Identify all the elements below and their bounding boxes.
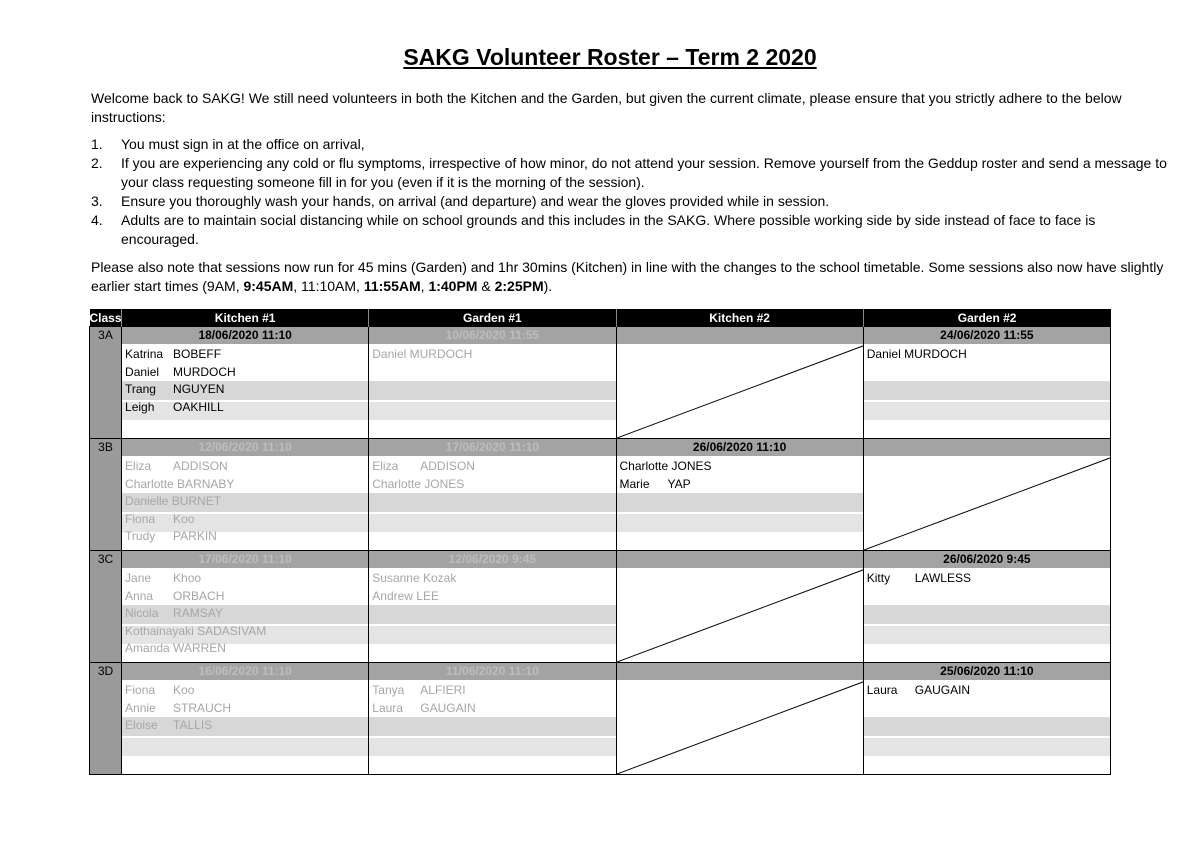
volunteer-last-name: ADDISON <box>420 459 475 473</box>
volunteer-first-name: Danielle BURNET <box>125 494 222 508</box>
volunteer-list <box>864 344 1110 364</box>
volunteer-list <box>617 456 863 493</box>
volunteer-list <box>122 344 368 416</box>
volunteer-name <box>620 476 860 494</box>
session-date: 25/06/2020 11:10 <box>864 663 1110 680</box>
instruction-text: You must sign in at the office on arrival, <box>121 136 365 152</box>
not-scheduled-cross <box>617 327 863 438</box>
session-cell <box>863 327 1110 439</box>
session-cell <box>122 327 369 439</box>
instruction-number: 1. <box>91 136 103 152</box>
volunteer-first-name: Kitty <box>866 571 891 585</box>
volunteer-last-name: NGUYEN <box>173 382 225 396</box>
session-cell <box>369 439 616 551</box>
class-label: 3B <box>90 439 122 551</box>
session-date: 11/06/2020 11:10 <box>369 663 615 680</box>
volunteer-name <box>125 493 365 511</box>
volunteer-first-name: Kothainayaki SADASIVAM <box>125 623 267 638</box>
session-cell-body <box>122 551 368 662</box>
volunteer-name <box>867 682 1107 700</box>
volunteer-first-name: Nicola <box>125 606 159 620</box>
volunteer-list <box>122 568 368 658</box>
volunteer-name <box>125 640 365 658</box>
instruction-text: Adults are to maintain social distancing while on school grounds and this includes in the SAKG. Where possible working side by side instead of face to face is encouraged. <box>121 212 1096 247</box>
session-cell-body <box>617 439 863 550</box>
table-row <box>90 439 1111 551</box>
volunteer-first-name: Eliza <box>125 459 152 473</box>
volunteer-name <box>125 476 365 494</box>
roster-header-row <box>90 309 1111 327</box>
note-time: 2:25PM <box>494 278 544 294</box>
volunteer-name <box>125 570 365 588</box>
table-row <box>90 663 1111 775</box>
blank-row <box>864 381 1110 400</box>
volunteer-first-name: Anna <box>125 588 154 603</box>
session-cell <box>863 663 1110 775</box>
session-cell-body <box>864 663 1110 774</box>
volunteer-first-name: Charlotte JONES <box>619 459 712 473</box>
volunteer-name <box>372 570 612 588</box>
intro-paragraph: Welcome back to SAKG! We still need volunteers in both the Kitchen and the Garden, but given the current climate, please ensure that you strictly adhere to the below instructions: <box>91 90 1122 125</box>
note-time: 11:55AM <box>363 278 421 294</box>
blank-row <box>369 605 615 624</box>
volunteer-last-name: GAUGAIN <box>914 683 971 697</box>
volunteer-first-name: Jane <box>125 571 152 585</box>
column-header: Kitchen #2 <box>616 309 863 327</box>
class-label: 3C <box>90 551 122 663</box>
volunteer-first-name: Trang <box>125 382 156 396</box>
blank-row <box>617 493 863 512</box>
column-header: Garden #1 <box>369 309 616 327</box>
volunteer-last-name: PARKIN <box>173 529 217 543</box>
session-date: 18/06/2020 11:10 <box>122 327 368 344</box>
session-cell-body <box>369 327 615 438</box>
volunteer-list <box>864 568 1110 588</box>
blank-row <box>864 626 1110 644</box>
volunteer-list <box>369 344 615 364</box>
note-text: & <box>477 278 495 294</box>
volunteer-last-name: TALLIS <box>173 718 213 732</box>
volunteer-first-name: Laura <box>866 683 898 697</box>
volunteer-first-name: Leigh <box>125 399 155 414</box>
volunteer-last-name: LAWLESS <box>914 571 971 585</box>
session-cell-body <box>617 663 863 774</box>
volunteer-first-name: Marie <box>619 476 650 491</box>
volunteer-name <box>372 588 612 606</box>
volunteer-first-name: Fiona <box>125 511 156 526</box>
blank-row <box>369 717 615 736</box>
volunteer-last-name: Khoo <box>173 571 202 585</box>
volunteer-first-name: Amanda WARREN <box>125 641 226 655</box>
session-date: 16/06/2020 11:10 <box>122 663 368 680</box>
instruction-number: 4. <box>91 212 103 228</box>
volunteer-name <box>125 588 365 606</box>
session-cell-body <box>369 551 615 662</box>
table-row <box>90 551 1111 663</box>
volunteer-name <box>125 364 365 382</box>
volunteer-name <box>620 458 860 476</box>
volunteer-name <box>125 528 365 546</box>
session-cell-body <box>864 439 1110 550</box>
session-cell <box>616 439 863 551</box>
session-cell-body <box>122 327 368 438</box>
volunteer-last-name: Koo <box>173 511 195 526</box>
volunteer-last-name: STRAUCH <box>173 700 232 715</box>
session-date: 26/06/2020 9:45 <box>864 551 1110 568</box>
volunteer-first-name: Eloise <box>125 718 158 732</box>
not-scheduled-cross <box>617 663 863 774</box>
note-text: Please also note that sessions now run for 45 mins (Garden) and 1hr 30mins (Kitchen) in line with the changes to the school timetable. Some sessions also now have slightly earlier start times (9AM, <box>91 259 1164 294</box>
session-cell-body <box>369 663 615 774</box>
volunteer-last-name: MURDOCH <box>173 364 236 379</box>
session-cell-body <box>122 663 368 774</box>
column-header: Kitchen #1 <box>122 309 369 327</box>
session-cell <box>122 663 369 775</box>
blank-row <box>369 493 615 512</box>
volunteer-first-name: Eliza <box>372 459 399 473</box>
volunteer-first-name: Daniel MURDOCH <box>866 347 967 361</box>
page-title: SAKG Volunteer Roster – Term 2 2020 <box>403 44 817 70</box>
instruction-number: 2. <box>91 155 103 171</box>
volunteer-last-name: ALFIERI <box>420 683 466 697</box>
volunteer-first-name: Katrina <box>125 347 164 361</box>
volunteer-list <box>369 568 615 605</box>
session-cell-body <box>369 439 615 550</box>
session-cell <box>616 663 863 775</box>
volunteer-last-name: GAUGAIN <box>420 700 476 715</box>
volunteer-last-name: ORBACH <box>173 588 225 603</box>
session-cell <box>616 551 863 663</box>
roster-table <box>89 309 1111 775</box>
volunteer-name <box>125 346 365 364</box>
session-date: 10/06/2020 11:55 <box>369 327 615 344</box>
volunteer-name <box>372 700 612 718</box>
volunteer-list <box>122 680 368 735</box>
blank-row <box>864 738 1110 756</box>
session-cell <box>863 439 1110 551</box>
volunteer-list <box>369 680 615 717</box>
session-cell <box>369 551 616 663</box>
volunteer-first-name: Charlotte BARNABY <box>125 476 235 491</box>
blank-row <box>617 514 863 532</box>
note-text: , 11:10AM, <box>293 278 364 294</box>
instruction-item <box>91 192 1171 211</box>
instruction-text: If you are experiencing any cold or flu symptoms, irrespective of how minor, do not attend your session. Remove yourself from the Geddup roster and send a message to your class requesting someone fill in for you (even if it is the morning of the session). <box>121 155 1167 190</box>
volunteer-name <box>372 682 612 700</box>
volunteer-name <box>125 682 365 700</box>
volunteer-name <box>125 605 365 623</box>
volunteer-list <box>369 456 615 493</box>
volunteer-name <box>867 346 1107 364</box>
volunteer-first-name: Daniel MURDOCH <box>372 347 473 361</box>
blank-row <box>864 402 1110 420</box>
volunteer-name <box>125 458 365 476</box>
volunteer-first-name: Fiona <box>125 683 156 697</box>
note-text: ). <box>543 278 553 294</box>
blank-row <box>369 402 615 420</box>
volunteer-last-name: YAP <box>667 476 691 491</box>
volunteer-name <box>125 623 365 641</box>
column-header: Garden #2 <box>863 309 1110 327</box>
volunteer-first-name: Annie <box>125 700 156 715</box>
volunteer-name <box>125 399 365 417</box>
volunteer-last-name: OAKHILL <box>173 399 224 414</box>
column-header: Class <box>89 310 122 325</box>
session-cell <box>122 439 369 551</box>
volunteer-last-name: Koo <box>173 683 195 697</box>
session-date: 17/06/2020 11:10 <box>369 439 615 456</box>
session-cell-body <box>617 327 863 438</box>
volunteer-name <box>125 511 365 529</box>
not-scheduled-cross <box>864 439 1110 550</box>
instruction-number: 3. <box>91 193 103 209</box>
note-text: , <box>420 278 429 294</box>
instruction-item <box>91 211 1171 249</box>
volunteer-first-name: Charlotte JONES <box>372 476 465 491</box>
volunteer-last-name: BOBEFF <box>173 347 222 361</box>
session-date: 24/06/2020 11:55 <box>864 327 1110 344</box>
blank-row <box>864 717 1110 736</box>
session-date: 12/06/2020 9:45 <box>369 551 615 568</box>
volunteer-name <box>372 458 612 476</box>
blank-row <box>864 605 1110 624</box>
volunteer-first-name: Tanya <box>372 683 405 697</box>
volunteer-name <box>125 381 365 399</box>
session-cell <box>863 551 1110 663</box>
note-time: 1:40PM <box>428 278 478 294</box>
volunteer-list <box>864 680 1110 700</box>
volunteer-list <box>122 456 368 546</box>
session-cell-body <box>122 439 368 550</box>
session-cell <box>616 327 863 439</box>
volunteer-name <box>125 700 365 718</box>
session-cell <box>122 551 369 663</box>
blank-row <box>369 738 615 756</box>
blank-row <box>122 738 368 756</box>
volunteer-first-name: Daniel <box>125 364 160 379</box>
instruction-item <box>91 154 1171 192</box>
instruction-text: Ensure you thoroughly wash your hands, on arrival (and departure) and wear the gloves provided while in session. <box>121 193 830 209</box>
instruction-item <box>91 135 1171 154</box>
blank-row <box>369 381 615 400</box>
volunteer-first-name: Susanne Kozak <box>372 571 457 585</box>
volunteer-name <box>372 346 612 364</box>
session-date: 17/06/2020 11:10 <box>122 551 368 568</box>
session-cell-body <box>864 551 1110 662</box>
instructions-list <box>91 135 1171 249</box>
class-label: 3D <box>90 663 122 775</box>
volunteer-first-name: Laura <box>372 700 403 715</box>
volunteer-name <box>125 717 365 735</box>
session-cell-body <box>864 327 1110 438</box>
not-scheduled-cross <box>617 551 863 662</box>
note-time: 9:45AM <box>243 278 294 294</box>
class-label: 3A <box>90 327 122 439</box>
volunteer-last-name: RAMSAY <box>173 606 223 620</box>
session-date: 26/06/2020 11:10 <box>617 439 863 456</box>
volunteer-first-name: Trudy <box>125 529 156 543</box>
volunteer-last-name: ADDISON <box>173 459 228 473</box>
session-cell <box>369 663 616 775</box>
session-cell <box>369 327 616 439</box>
session-date: 12/06/2020 11:10 <box>122 439 368 456</box>
volunteer-name <box>372 476 612 494</box>
session-note <box>91 258 1171 296</box>
blank-row <box>369 626 615 644</box>
table-row <box>90 327 1111 439</box>
session-cell-body <box>617 551 863 662</box>
blank-row <box>369 514 615 532</box>
volunteer-first-name: Andrew LEE <box>372 588 439 603</box>
volunteer-name <box>867 570 1107 588</box>
